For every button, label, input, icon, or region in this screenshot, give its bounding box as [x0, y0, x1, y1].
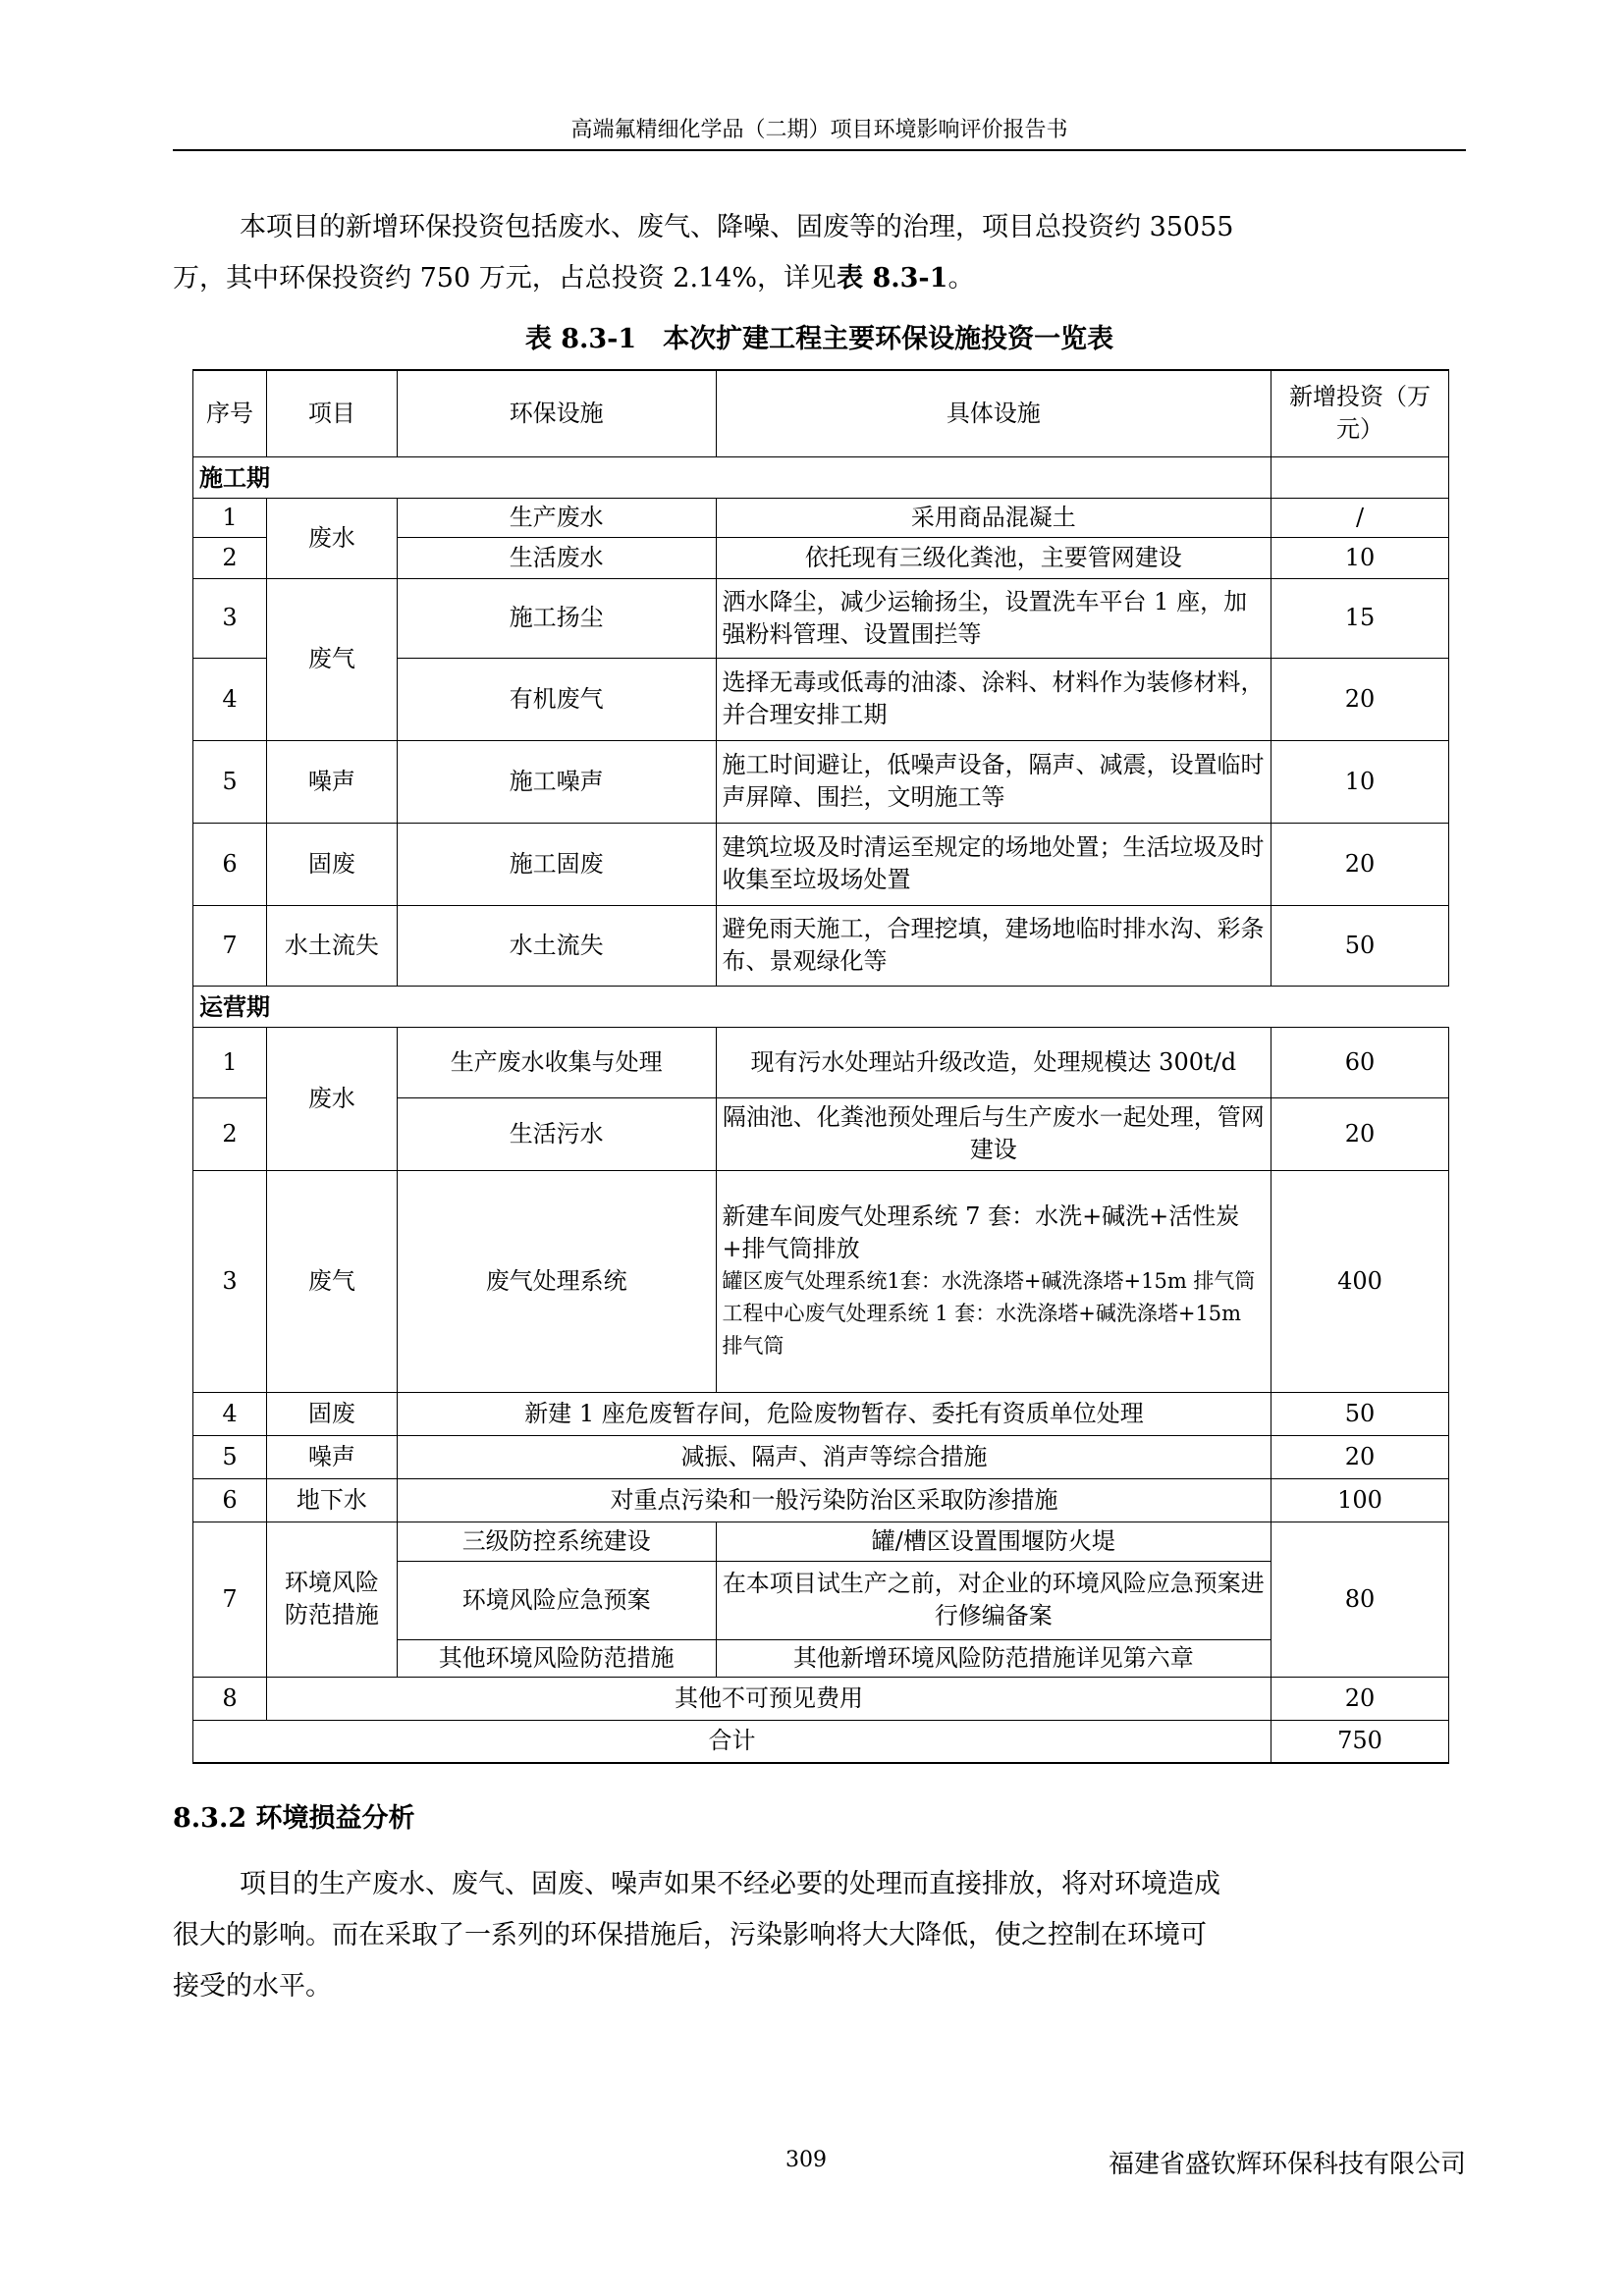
table-row: 1 废水 生产废水收集与处理 现有污水处理站升级改造，处理规模达 300t/d 60: [193, 1027, 1449, 1097]
analysis-line-3: 接受的水平。: [173, 1971, 332, 2002]
table-row: 环境风险应急预案 在本项目试生产之前，对企业的环境风险应急预案进行修编备案: [193, 1561, 1449, 1639]
table-row: 其他环境风险防范措施 其他新增环境风险防范措施详见第六章: [193, 1639, 1449, 1677]
table-row: 7 水土流失 水土流失 避免雨天施工，合理挖填，建场地临时排水沟、彩条布、景观绿化等 50: [193, 905, 1449, 986]
intro-line-2: 万，其中环保投资约 750 万元，占总投资 2.14%，详见表 8.3-1。: [173, 263, 975, 294]
section-construction: 施工期: [193, 456, 1271, 498]
section-row: [193, 456, 1449, 498]
table-row: 3 废气 废气处理系统 新建车间废气处理系统 7 套：水洗+碱洗+活性炭+排气筒排放 罐区废气处理系统1套：水洗涤塔+碱洗涤塔+15m 排气筒 工程中心废气处理系统 1 套：水洗涤塔+碱洗涤塔+15m 排气筒 400: [193, 1170, 1449, 1392]
page-number: 309: [785, 2148, 827, 2172]
table-row: 3 废气 施工扬尘 洒水降尘，减少运输扬尘，设置洗车平台 1 座，加强粉料管理、设置围拦等 15: [193, 578, 1449, 658]
table-row: 2 生活污水 隔油池、化粪池预处理后与生产废水一起处理，管网建设 20: [193, 1097, 1449, 1170]
intro-paragraph: [173, 202, 1466, 304]
table-caption: 表 8.3-1 本次扩建工程主要环保设施投资一览表: [524, 324, 1114, 354]
table-row: 2 生活废水 依托现有三级化粪池，主要管网建设 10: [193, 537, 1449, 578]
table-row: 5 噪声 施工噪声 施工时间避让，低噪声设备，隔声、减震，设置临时声屏障、围拦，文明施工等 10: [193, 740, 1449, 823]
analysis-paragraph: [173, 1859, 1466, 2012]
header-facility: 环保设施: [397, 370, 716, 456]
total-row: [193, 1720, 1449, 1763]
header-invest: 新增投资（万元）: [1271, 370, 1449, 456]
intro-line-1: 本项目的新增环保投资包括废水、废气、降噪、固废等的治理，项目总投资约 35055: [240, 212, 1234, 242]
table-row: 6 固废 施工固废 建筑垃圾及时清运至规定的场地处置；生活垃圾及时收集至垃圾场处置 20: [193, 823, 1449, 905]
header-seq: 序号: [193, 370, 267, 456]
investment-table: [192, 369, 1449, 1764]
section-row: [193, 986, 1449, 1027]
table-row: 6 地下水 对重点污染和一般污染防治区采取防渗措施 100: [193, 1478, 1449, 1522]
table-row: 4 有机废气 选择无毒或低毒的油漆、涂料、材料作为装修材料，并合理安排工期 20: [193, 658, 1449, 740]
table-row: 8 其他不可预见费用 20: [193, 1677, 1449, 1720]
section-operation: 运营期: [193, 986, 1449, 1027]
analysis-line-1: 项目的生产废水、废气、固废、噪声如果不经必要的处理而直接排放，将对环境造成: [240, 1869, 1220, 1899]
header-item: 项目: [266, 370, 397, 456]
analysis-line-2: 很大的影响。而在采取了一系列的环保措施后，污染影响将大大降低，使之控制在环境可: [173, 1920, 1207, 1950]
table-row: 4 固废 新建 1 座危废暂存间，危险废物暂存、委托有资质单位处理 50: [193, 1392, 1449, 1435]
table-row: 5 噪声 减振、隔声、消声等综合措施 20: [193, 1435, 1449, 1478]
total-value: 750: [1271, 1720, 1449, 1763]
table-header-row: [193, 370, 1449, 456]
page-header: 高端氟精细化学品（二期）项目环境影响评价报告书: [173, 116, 1466, 151]
table-row: 1 废水 生产废水 采用商品混凝土 /: [193, 498, 1449, 537]
total-label: 合计: [193, 1720, 1271, 1763]
company-name: 福建省盛钦辉环保科技有限公司: [1108, 2150, 1466, 2179]
section-title: 8.3.2 环境损益分析: [173, 1803, 415, 1834]
table-reference: 表 8.3-1: [837, 263, 948, 294]
header-detail: 具体设施: [716, 370, 1271, 456]
table-row: 7 环境风险防范措施 三级防控系统建设 罐/槽区设置围堰防火堤 80: [193, 1522, 1449, 1561]
